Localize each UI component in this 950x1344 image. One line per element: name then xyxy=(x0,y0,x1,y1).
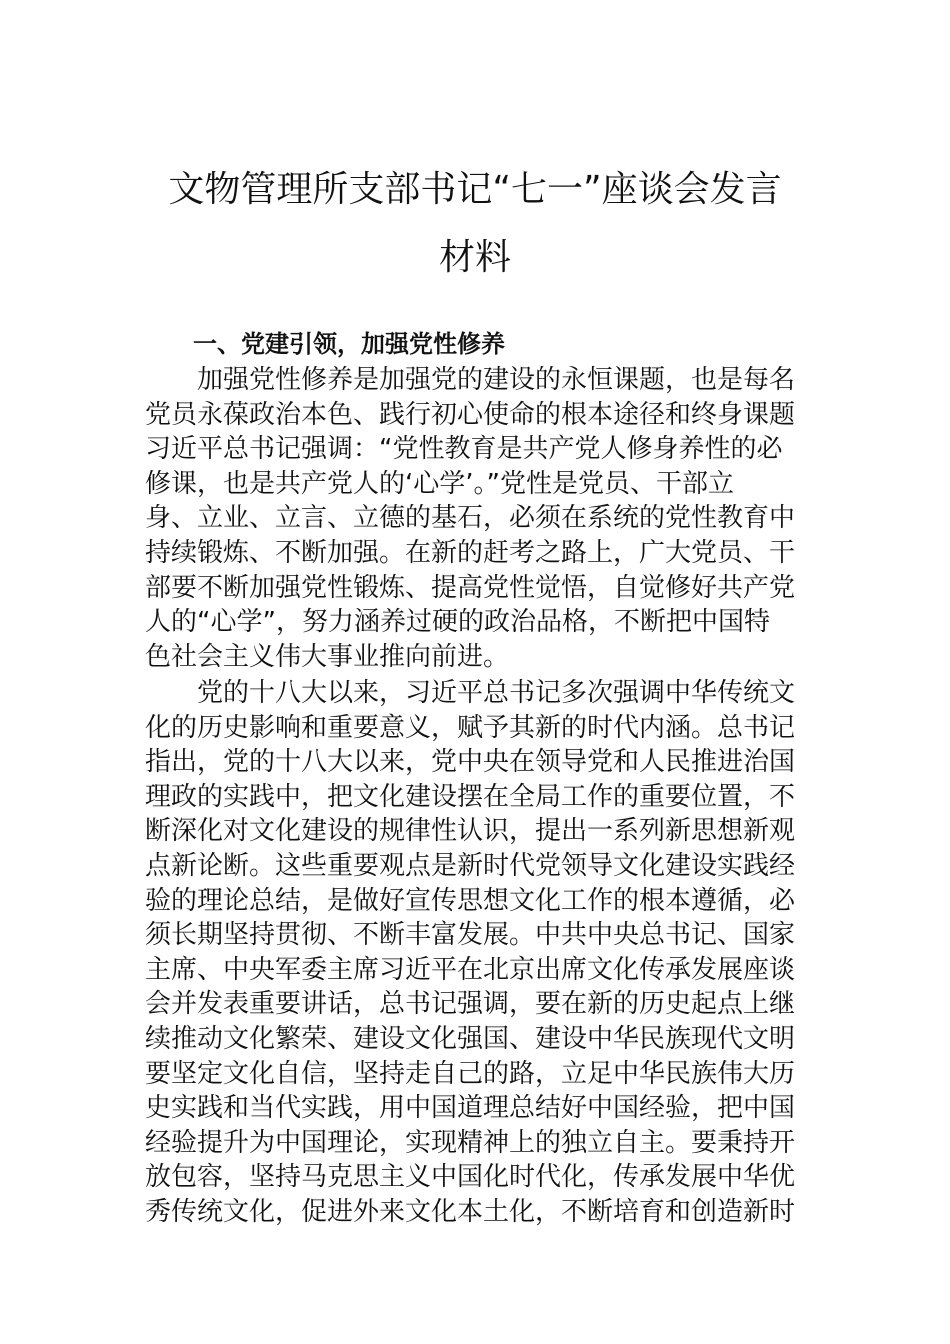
document-title-continuation: 材料 xyxy=(438,237,511,278)
paragraph-line: 理政的实践中，把文化建设摆在全局工作的重要位置，不 xyxy=(145,781,796,812)
paragraph-culture xyxy=(145,676,815,1230)
paragraph-line: 指出，党的十八大以来，党中央在领导党和人民推进治国 xyxy=(145,747,796,778)
paragraph-line: 习近平总书记强调：“党性教育是共产党人修身养性的必 xyxy=(145,434,783,465)
paragraph-line: 史实践和当代实践，用中国道理总结好中国经验，把中国 xyxy=(145,1093,796,1124)
section-heading: 一、党建引领，加强党性修养 xyxy=(193,330,505,358)
paragraph-line: 会并发表重要讲话，总书记强调，要在新的历史起点上继 xyxy=(145,989,796,1020)
document-title: 文物管理所支部书记“七一”座谈会发言 xyxy=(168,169,782,210)
paragraph-line: 党员永葆政治本色、践行初心使命的根本途径和终身课题 xyxy=(145,399,796,430)
paragraph-line: 验的理论总结，是做好宣传思想文化工作的根本遵循，必 xyxy=(145,885,796,916)
paragraph-party-spirit xyxy=(145,363,815,674)
paragraph-line: 主席、中央军委主席习近平在北京出席文化传承发展座谈 xyxy=(145,954,796,985)
paragraph-line: 人的“心学”，努力涵养过硬的政治品格，不断把中国特 xyxy=(145,607,770,638)
paragraph-line: 部要不断加强党性锻炼、提高党性觉悟，自觉修好共产党 xyxy=(145,572,796,603)
paragraph-line: 化的历史影响和重要意义，赋予其新的时代内涵。总书记 xyxy=(145,712,796,743)
paragraph-line: 经验提升为中国理论，实现精神上的独立自主。要秉持开 xyxy=(145,1127,796,1158)
paragraph-line: 修课，也是共产党人的‘心学’。”党性是党员、干部立 xyxy=(145,468,734,499)
paragraph-line: 身、立业、立言、立德的基石，必须在系统的党性教育中 xyxy=(145,503,796,534)
paragraph-line: 续推动文化繁荣、建设文化强国、建设中华民族现代文明 xyxy=(145,1023,796,1054)
paragraph-line: 须长期坚持贯彻、不断丰富发展。中共中央总书记、国家 xyxy=(145,920,796,951)
paragraph-line: 加强党性修养是加强党的建设的永恒课题，也是每名 xyxy=(197,365,796,395)
paragraph-line: 点新论断。这些重要观点是新时代党领导文化建设实践经 xyxy=(145,850,796,881)
paragraph-line: 色社会主义伟大事业推向前进。 xyxy=(145,641,510,672)
paragraph-line: 放包容，坚持马克思主义中国化时代化，传承发展中华优 xyxy=(145,1162,796,1193)
paragraph-line: 要坚定文化自信，坚持走自己的路，立足中华民族伟大历 xyxy=(145,1058,796,1089)
paragraph-line: 断深化对文化建设的规律性认识，提出一系列新思想新观 xyxy=(145,816,796,847)
paragraph-line: 秀传统文化，促进外来文化本土化，不断培育和创造新时 xyxy=(145,1196,796,1227)
paragraph-line: 持续锻炼、不断加强。在新的赶考之路上，广大党员、干 xyxy=(145,537,796,568)
paragraph-line: 党的十八大以来，习近平总书记多次强调中华传统文 xyxy=(197,678,796,708)
